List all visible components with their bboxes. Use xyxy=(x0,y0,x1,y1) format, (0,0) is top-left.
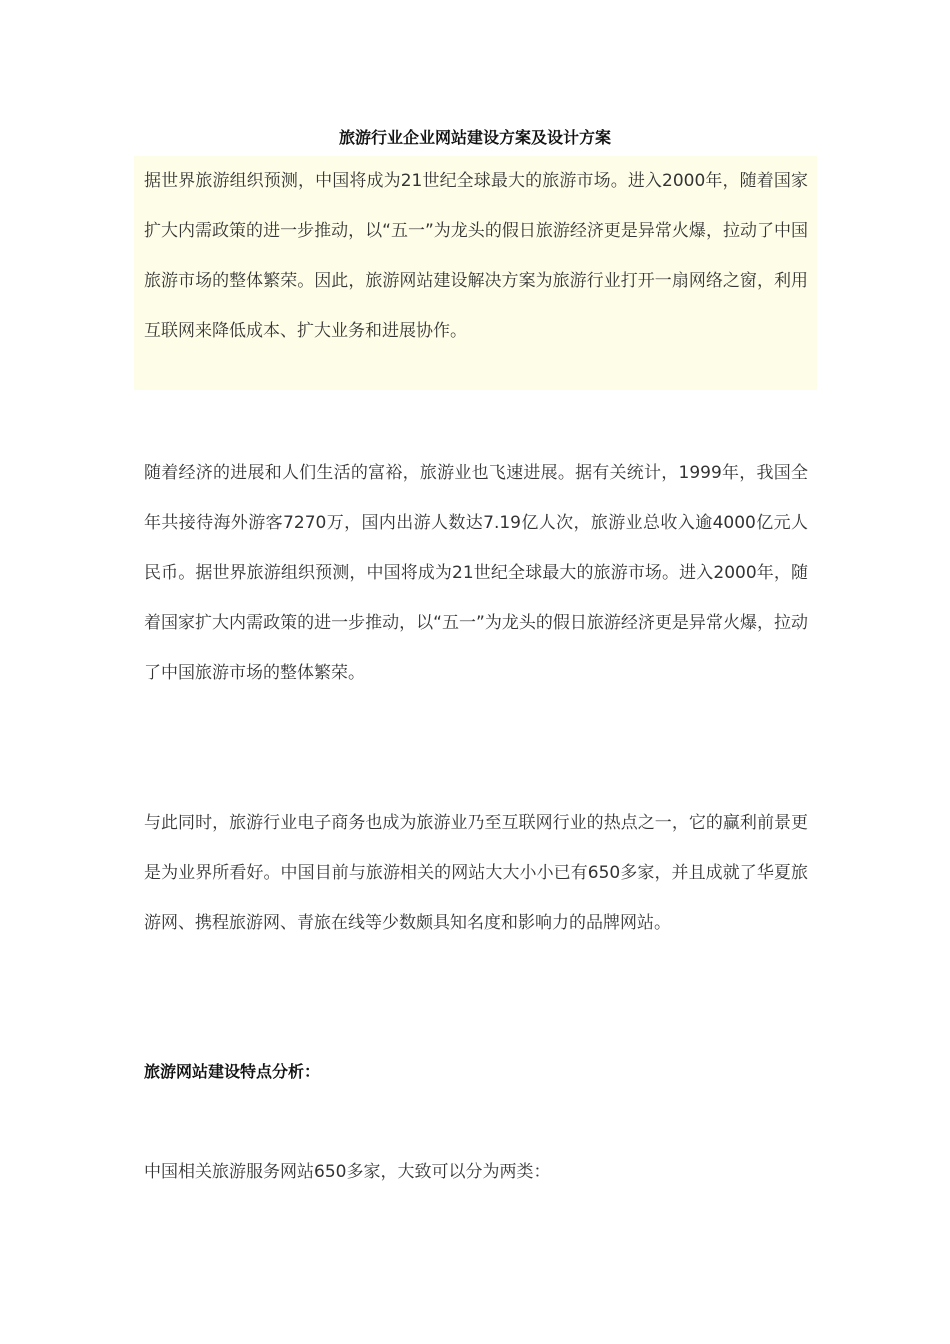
paragraph-ecommerce: 与此同时，旅游行业电子商务也成为旅游业乃至互联网行业的热点之一，它的赢利前景更是为业界所看好。中国目前与旅游相关的网站大大小小已有650多家，并且成就了华夏旅游网、携程旅游网、青旅在线等少数颇具知名度和影响力的品牌网站。 xyxy=(144,813,808,933)
paragraph-site-types: 中国相关旅游服务网站650多家，大致可以分为两类： xyxy=(144,1162,551,1182)
paragraph-intro: 据世界旅游组织预测，中国将成为21世纪全球最大的旅游市场。进入2000年，随着国家扩大内需政策的进一步推动，以“五一”为龙头的假日旅游经济更是异常火爆，拉动了中国旅游市场的整体繁荣。因此，旅游网站建设解决方案为旅游行业打开一扇网络之窗，利用互联网来降低成本、扩大业务和进展协作。 xyxy=(144,171,808,341)
section-heading: 旅游网站建设特点分析： xyxy=(144,1062,321,1081)
document-title: 旅游行业企业网站建设方案及设计方案 xyxy=(338,128,611,147)
paragraph-statistics: 随着经济的进展和人们生活的富裕，旅游业也飞速进展。据有关统计，1999年，我国全年共接待海外游客7270万，国内出游人数达7.19亿人次，旅游业总收入逾4000亿元人民币。据世界旅游组织预测，中国将成为21世纪全球最大的旅游市场。进入2000年，随着国家扩大内需政策的进一步推动，以“五一”为龙头的假日旅游经济更是异常火爆，拉动了中国旅游市场的整体繁荣。 xyxy=(144,463,808,683)
